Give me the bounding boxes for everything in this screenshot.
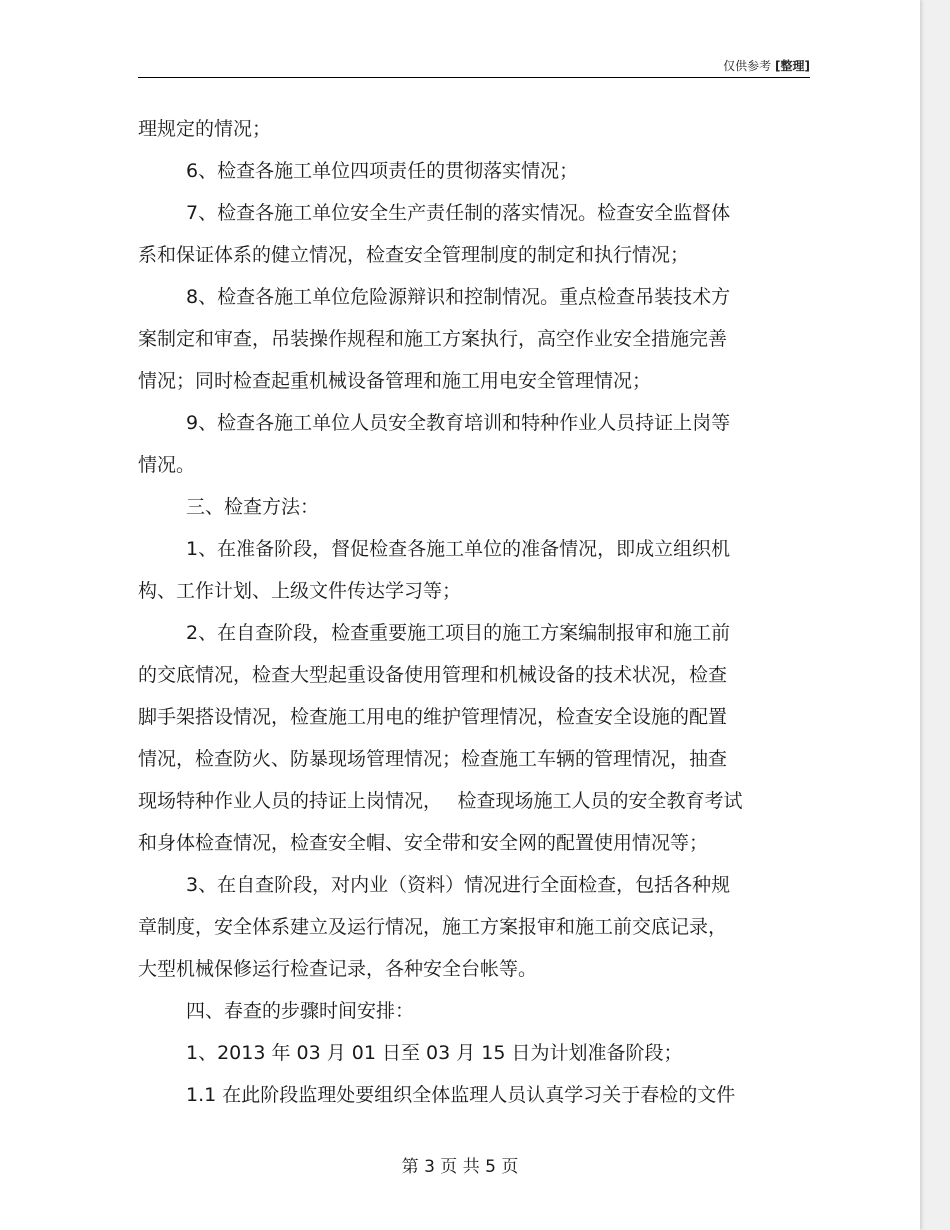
header-text: 仅供参考 [723, 59, 772, 73]
text-line: 1、2013 年 03 月 01 日至 03 月 15 日为计划准备阶段； [186, 1042, 683, 1064]
document-body [138, 108, 818, 1116]
header-tag: [整理] [775, 59, 810, 73]
text-line: 构、工作计划、上级文件传达学习等； [138, 580, 462, 602]
text-line: 7、检查各施工单位安全生产责任制的落实情况。检查安全监督体 [186, 202, 731, 224]
text-line: 章制度，安全体系建立及运行情况，施工方案报审和施工前交底记录， [138, 916, 728, 938]
text-line: 案制定和审查，吊装操作规程和施工方案执行，高空作业安全措施完善 [138, 328, 728, 350]
text-line: 大型机械保修运行检查记录，各种安全台帐等。 [138, 958, 538, 980]
text-line: 理规定的情况； [138, 118, 272, 140]
text-line: 系和保证体系的健立情况，检查安全管理制度的制定和执行情况； [138, 244, 690, 266]
page-header [138, 50, 810, 78]
text-line: 的交底情况，检查大型起重设备使用管理和机械设备的技术状况，检查 [138, 664, 728, 686]
page-footer: 第 3 页 共 5 页 [401, 1157, 519, 1177]
text-line: 情况。 [138, 454, 196, 476]
text-line: 情况，检查防火、防暴现场管理情况；检查施工车辆的管理情况，抽查 [138, 748, 728, 770]
header-label [723, 57, 810, 74]
text-line: 2、在自查阶段，检查重要施工项目的施工方案编制报审和施工前 [186, 622, 731, 644]
text-line: 情况；同时检查起重机械设备管理和施工用电安全管理情况； [138, 370, 652, 392]
text-line: 1、在准备阶段，督促检查各施工单位的准备情况，即成立组织机 [186, 538, 731, 560]
text-line: 脚手架搭设情况，检查施工用电的维护管理情况，检查安全设施的配置 [138, 706, 728, 728]
text-line: 三、检查方法： [186, 496, 320, 518]
text-line: 6、检查各施工单位四项责任的贯彻落实情况； [186, 160, 579, 182]
text-line: 现场特种作业人员的持证上岗情况， 检查现场施工人员的安全教育考试 [138, 790, 743, 812]
text-line: 和身体检查情况，检查安全帽、安全带和安全网的配置使用情况等； [138, 832, 709, 854]
text-line: 8、检查各施工单位危险源辩识和控制情况。重点检查吊装技术方 [186, 286, 731, 308]
text-line: 1.1 在此阶段监理处要组织全体监理人员认真学习关于春检的文件 [186, 1084, 736, 1106]
text-line: 9、检查各施工单位人员安全教育培训和特种作业人员持证上岗等 [186, 412, 731, 434]
text-line: 四、春查的步骤时间安排： [186, 1000, 415, 1022]
text-line: 3、在自查阶段，对内业（资料）情况进行全面检查，包括各种规 [186, 874, 731, 896]
